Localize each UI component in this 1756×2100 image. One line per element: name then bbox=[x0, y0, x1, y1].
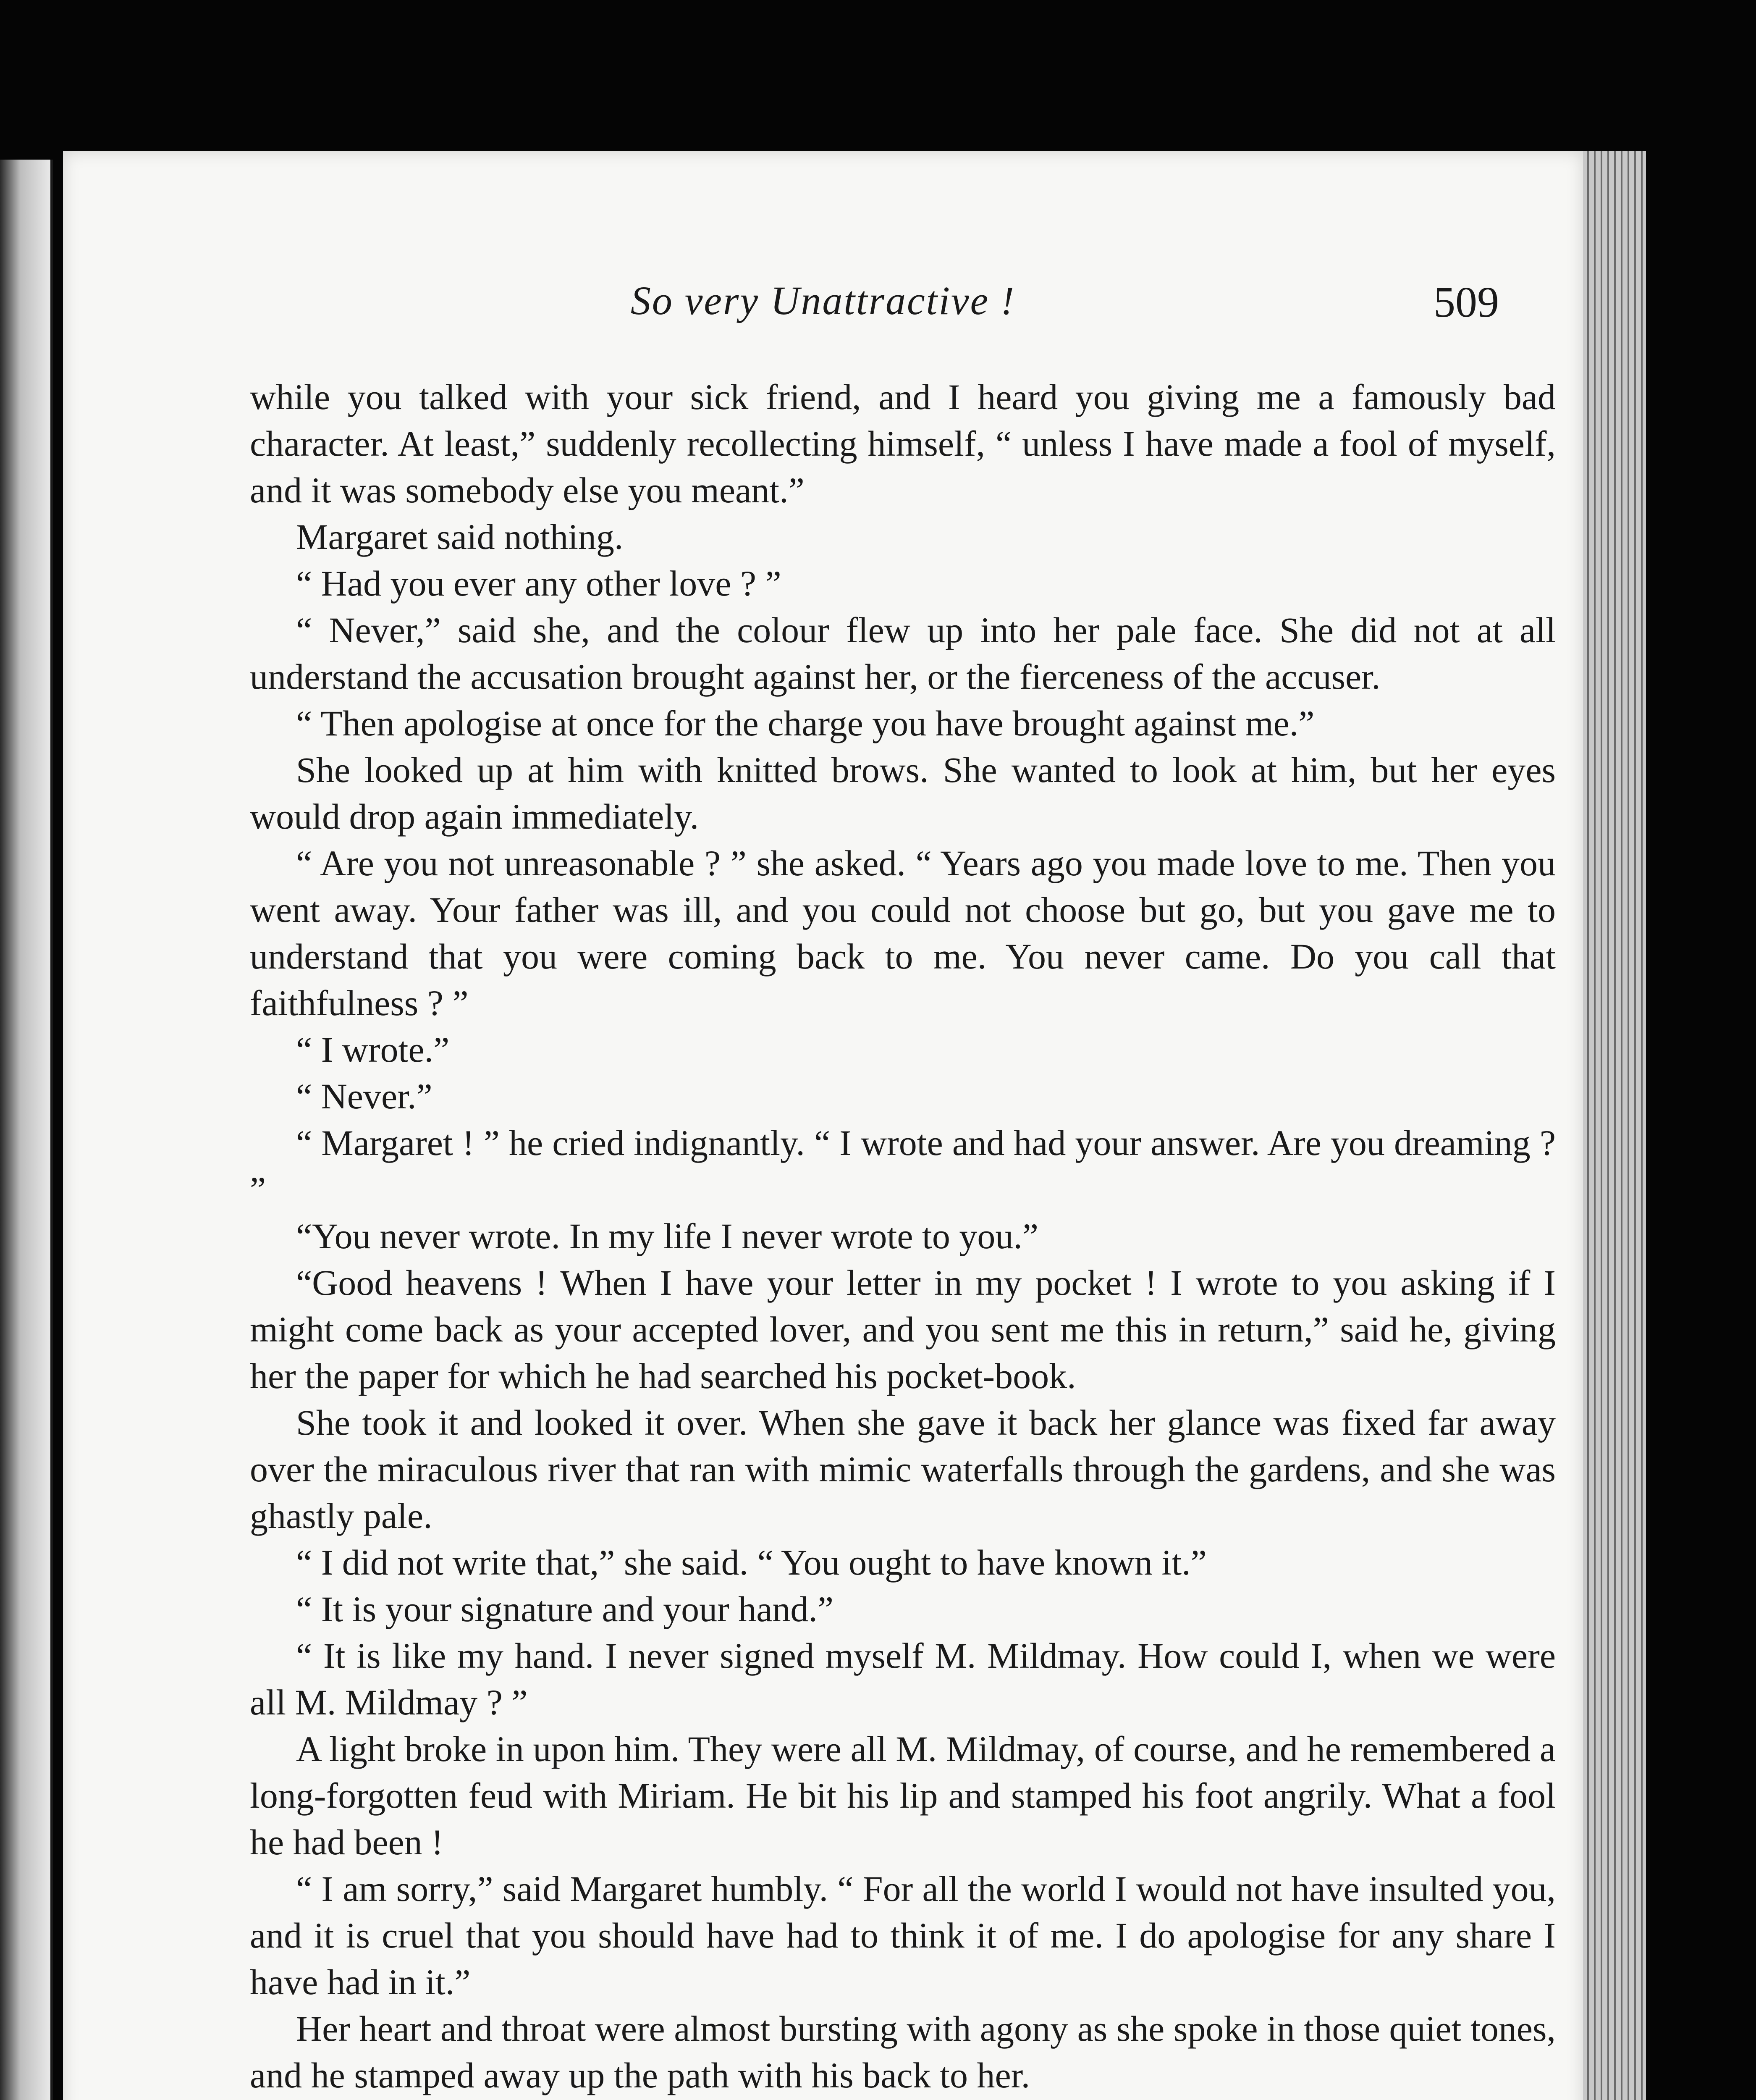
paragraph: while you talked with your sick friend, and I heard you giving me a famously bad character. At least,” suddenly recollecting himself, “ unless I have made a fool of myself, and it was somebody else you meant.” bbox=[250, 377, 1556, 510]
paragraph: “ I did not write that,” she said. “ You ought to have known it.” bbox=[296, 1542, 1207, 1583]
body-text bbox=[250, 374, 1556, 2100]
paragraph: She took it and looked it over. When she gave it back her glance was fixed far away over the miraculous river that ran with mimic waterfalls through the gardens, and she was ghastly pale. bbox=[250, 1402, 1556, 1536]
paragraph: “You never wrote. In my life I never wrote to you.” bbox=[296, 1216, 1039, 1256]
paragraph: “ Had you ever any other love ? ” bbox=[296, 563, 781, 604]
paragraph: She looked up at him with knitted brows. She wanted to look at him, but her eyes would drop again immediately. bbox=[250, 750, 1556, 837]
paragraph: “ Never,” said she, and the colour flew up into her pale face. She did not at all understand the accusation brought against her, or the fierceness of the accuser. bbox=[250, 610, 1556, 697]
paragraph: “ I wrote.” bbox=[296, 1029, 450, 1070]
paragraph: Margaret said nothing. bbox=[296, 517, 624, 557]
facing-page-edge bbox=[0, 160, 53, 2100]
paragraph: “ I am sorry,” said Margaret humbly. “ For all the world I would not have insulted you, and it is cruel that you should have had to think it of me. I do apologise for any share I have had in it.” bbox=[250, 1869, 1556, 2002]
running-title: So very Unattractive ! bbox=[630, 278, 1016, 323]
paragraph: “ Are you not unreasonable ? ” she asked. “ Years ago you made love to me. Then you went away. Your father was ill, and you could not choose but go, but you gave me to understand that you were coming back to me. You never came. Do you call that faithfulness ? ” bbox=[250, 843, 1556, 1023]
paragraph: Her heart and throat were almost bursting with agony as she spoke in those quiet tones, and he stamped away up the path with his back to her. bbox=[250, 2008, 1556, 2095]
paragraph: “ It is your signature and your hand.” bbox=[296, 1589, 834, 1629]
paragraph: A light broke in upon him. They were all M. Mildmay, of course, and he remembered a long-forgotten feud with Miriam. He bit his lip and stamped his foot angrily. What a fool he had been ! bbox=[250, 1729, 1556, 1862]
paragraph: “Good heavens ! When I have your letter in my pocket ! I wrote to you asking if I might come back as your accepted lover, and you sent me this in return,” said he, giving her the paper for which he had searched his pocket-book. bbox=[250, 1263, 1556, 1396]
page-number: 509 bbox=[1434, 278, 1499, 326]
paragraph: “ Margaret ! ” he cried indignantly. “ I wrote and had your answer. Are you dreaming ? ” bbox=[250, 1123, 1556, 1210]
book-page bbox=[63, 151, 1583, 2100]
page-header bbox=[63, 277, 1583, 340]
paragraph: “ Then apologise at once for the charge you have brought against me.” bbox=[296, 703, 1315, 743]
paragraph: “ Never.” bbox=[296, 1076, 432, 1116]
paragraph: “ It is like my hand. I never signed myself M. Mildmay. How could I, when we were all M. Mildmay ? ” bbox=[250, 1635, 1556, 1722]
